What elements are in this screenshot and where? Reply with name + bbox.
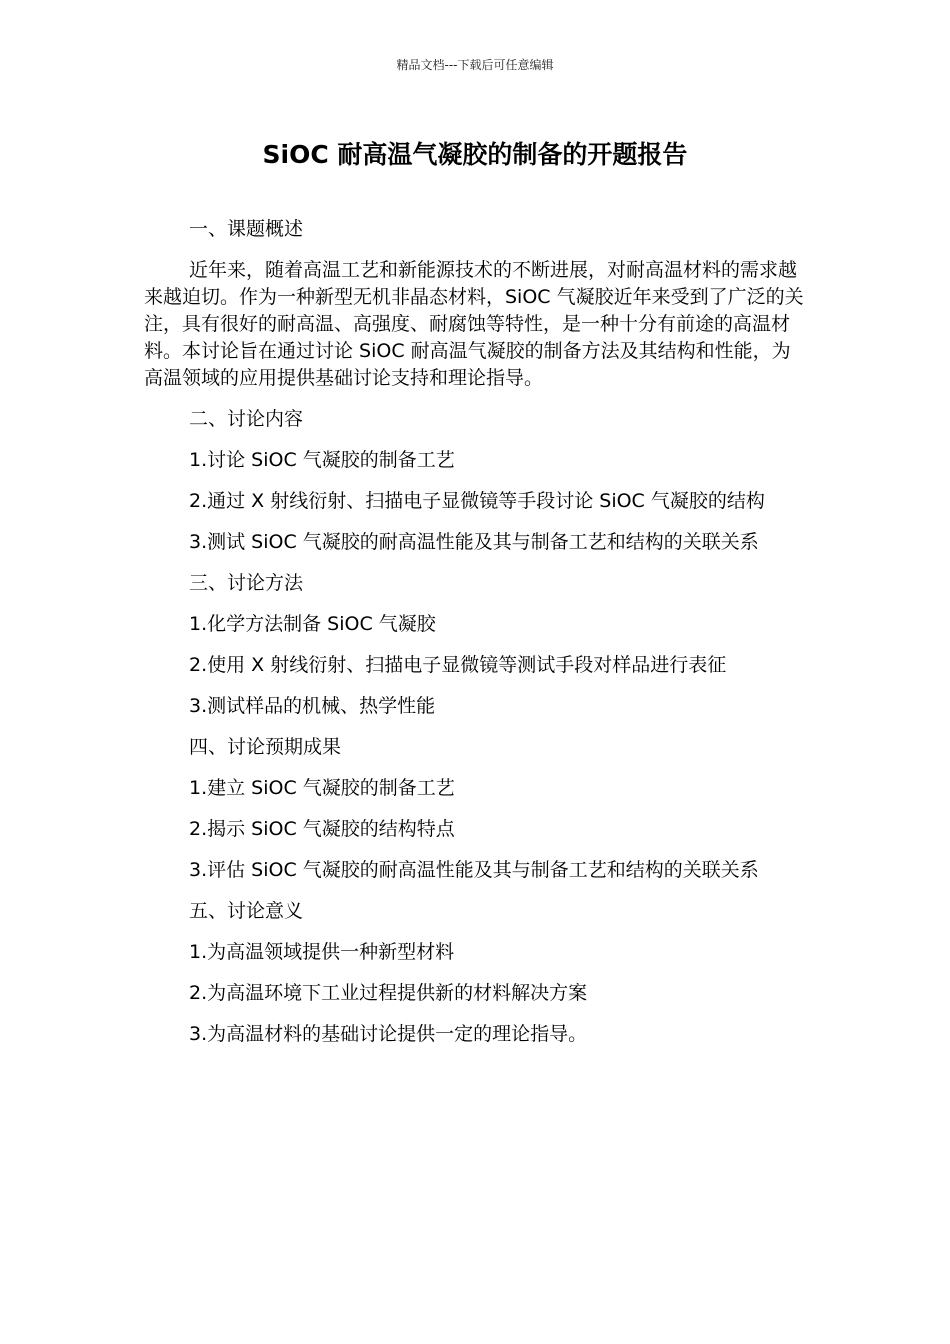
- header-note: 精品文档---下载后可任意编辑: [396, 58, 554, 72]
- list-item: 3.测试 SiOC 气凝胶的耐高温性能及其与制备工艺和结构的关联关系: [189, 531, 759, 553]
- section-heading: 一、课题概述: [189, 218, 304, 240]
- section-heading: 三、讨论方法: [189, 572, 304, 594]
- section-overview: [144, 216, 808, 392]
- overview-paragraph: 近年来，随着高温工艺和新能源技术的不断进展，对耐高温材料的需求越来越迫切。作为一种新型无机非晶态材料，SiOC 气凝胶近年来受到了广泛的关注，具有很好的耐高温、高强度、耐腐蚀等特性，是一种十分有前途的高温材料。本讨论旨在通过讨论 SiOC 耐高温气凝胶的制备方法及其结构和性能，为高温领域的应用提供基础讨论支持和理论指导。: [144, 259, 804, 389]
- section-expected-results: [144, 734, 808, 884]
- list-item: 1.化学方法制备 SiOC 气凝胶: [189, 613, 436, 635]
- list-item: 2.为高温环境下工业过程提供新的材料解决方案: [189, 982, 588, 1004]
- section-research-methods: [144, 570, 808, 720]
- list-item: 3.测试样品的机械、热学性能: [189, 695, 436, 717]
- section-heading: 四、讨论预期成果: [189, 736, 342, 758]
- section-heading: 二、讨论内容: [189, 408, 304, 430]
- list-item: 3.评估 SiOC 气凝胶的耐高温性能及其与制备工艺和结构的关联关系: [189, 859, 759, 881]
- section-significance: [144, 898, 808, 1048]
- list-item: 1.建立 SiOC 气凝胶的制备工艺: [189, 777, 455, 799]
- section-heading: 五、讨论意义: [189, 900, 304, 922]
- list-item: 2.揭示 SiOC 气凝胶的结构特点: [189, 818, 455, 840]
- document-body: [144, 216, 808, 1062]
- document-title: SiOC 耐高温气凝胶的制备的开题报告: [262, 140, 688, 169]
- section-research-content: [144, 406, 808, 556]
- list-item: 2.使用 X 射线衍射、扫描电子显微镜等测试手段对样品进行表征: [189, 654, 727, 676]
- list-item: 3.为高温材料的基础讨论提供一定的理论指导。: [189, 1023, 588, 1045]
- list-item: 1.讨论 SiOC 气凝胶的制备工艺: [189, 449, 455, 471]
- list-item: 1.为高温领域提供一种新型材料: [189, 941, 455, 963]
- list-item: 2.通过 X 射线衍射、扫描电子显微镜等手段讨论 SiOC 气凝胶的结构: [189, 490, 765, 512]
